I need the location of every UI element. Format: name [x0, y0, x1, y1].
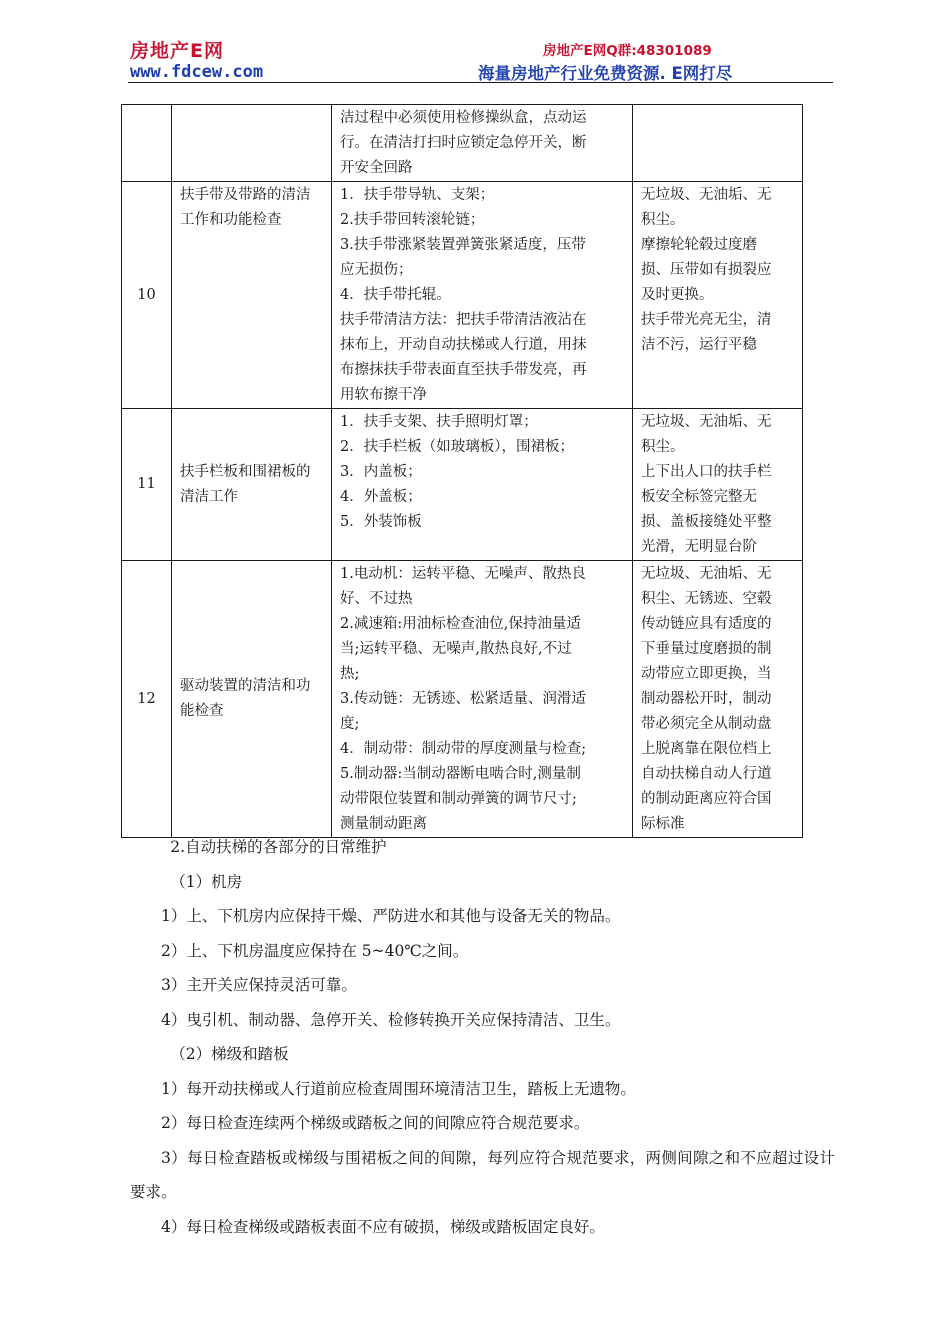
standard-line: 光滑，无明显台阶 — [641, 539, 757, 555]
subsection-title: （2）梯级和踏板 — [170, 1045, 289, 1063]
standard-line: 自动扶梯自动人行道 — [641, 766, 772, 782]
content-line: 2.减速箱:用油标检查油位,保持油量适 — [340, 616, 581, 632]
standard-line: 积尘。 — [641, 212, 685, 228]
content-line: 开安全回路 — [340, 160, 413, 176]
content-line: 3.传动链：无锈迹、松紧适量、润滑适 — [340, 691, 586, 707]
content-line: 4．外盖板； — [340, 489, 422, 505]
standard-line: 损、压带如有损裂应 — [641, 262, 772, 278]
table-row — [122, 182, 803, 409]
page-header — [0, 0, 950, 90]
row-content — [332, 561, 633, 838]
list-item: 2）上、下机房温度应保持在 5~40℃之间。 — [161, 941, 469, 960]
list-item: 3）每日检查踏板或梯级与围裙板之间的间隙，每列应符合规范要求，两侧间隙之和不应超过设计要求。 — [130, 1148, 835, 1201]
standard-line: 积尘、无锈迹、空毂 — [641, 591, 772, 607]
brand-name: 房地产E网 — [130, 40, 224, 62]
row-standard — [633, 561, 803, 838]
row-item: 驱动装置的清洁和功能检查 — [172, 561, 332, 838]
standard-line: 摩擦轮轮毂过度磨 — [641, 237, 757, 253]
standard-line: 上下出人口的扶手栏 — [641, 464, 772, 480]
content-line: 1.电动机：运转平稳、无噪声、散热良 — [340, 566, 586, 582]
standard-line: 带必须完全从制动盘 — [641, 716, 772, 732]
standard-line: 的制动距离应符合国 — [641, 791, 772, 807]
standard-line: 及时更换。 — [641, 287, 714, 303]
standard-line: 际标准 — [641, 816, 685, 832]
standard-line: 上脱离靠在限位档上 — [641, 741, 772, 757]
row-item — [172, 105, 332, 182]
standard-line: 扶手带光亮无尘，清 — [641, 312, 772, 328]
list-item: 1）上、下机房内应保持干燥、严防进水和其他与设备无关的物品。 — [161, 907, 621, 925]
header-rule — [128, 82, 833, 83]
list-item: 4）每日检查梯级或踏板表面不应有破损，梯级或踏板固定良好。 — [161, 1217, 605, 1236]
subsection-title: （1）机房 — [170, 872, 243, 891]
row-number: 10 — [122, 182, 172, 409]
content-line: 用软布擦干净 — [340, 387, 427, 403]
content-line: 动带限位装置和制动弹簧的调节尺寸; — [340, 791, 577, 807]
standard-line: 传动链应具有适度的 — [641, 616, 772, 632]
list-item: 3）主开关应保持灵活可靠。 — [161, 976, 357, 994]
section-title: 2.自动扶梯的各部分的日常维护 — [170, 838, 387, 856]
content-line: 当;运转平稳、无噪声,散热良好,不过 — [340, 641, 572, 657]
row-content — [332, 409, 633, 561]
content-line: 布擦抹扶手带表面直至扶手带发亮，再 — [340, 362, 587, 378]
content-line: 3．内盖板； — [340, 464, 422, 480]
content-line: 4．制动带：制动带的厚度测量与检查; — [340, 741, 587, 757]
content-line: 2.扶手带回转滚轮链； — [340, 212, 485, 228]
content-line: 应无损伤； — [340, 262, 413, 278]
row-item: 扶手栏板和围裙板的清洁工作 — [172, 409, 332, 561]
row-number — [122, 105, 172, 182]
row-content — [332, 182, 633, 409]
list-item: 2）每日检查连续两个梯级或踏板之间的间隙应符合规范要求。 — [161, 1114, 590, 1132]
list-item: 4）曳引机、制动器、急停开关、检修转换开关应保持清洁、卫生。 — [161, 1010, 621, 1029]
content-line: 扶手带清洁方法：把扶手带清洁液沾在 — [340, 312, 587, 328]
standard-line: 积尘。 — [641, 439, 685, 455]
content-line: 5.制动器:当制动器断电啮合时,测量制 — [340, 766, 581, 782]
content-line: 1．扶手支架、扶手照明灯罩； — [340, 414, 538, 430]
body-text — [130, 830, 835, 1244]
standard-line: 板安全标签完整无 — [641, 489, 757, 505]
content-line: 4．扶手带托辊。 — [340, 287, 451, 303]
table-row — [122, 105, 803, 182]
table-row — [122, 561, 803, 838]
content-line: 1．扶手带导轨、支架； — [340, 187, 495, 203]
standard-line: 洁不污，运行平稳 — [641, 337, 757, 353]
slogan: 海量房地产行业免费资源. E网打尽 — [478, 64, 733, 83]
standard-line: 无垃圾、无油垢、无 — [641, 566, 772, 582]
row-item: 扶手带及带路的清洁工作和功能检查 — [172, 182, 332, 409]
standard-line: 制动器松开时，制动 — [641, 691, 772, 707]
maintenance-table — [121, 104, 803, 838]
content-line: 度; — [340, 716, 360, 732]
table-row — [122, 409, 803, 561]
row-standard — [633, 105, 803, 182]
content-line: 测量制动距离 — [340, 816, 427, 832]
standard-line: 动带应立即更换，当 — [641, 666, 772, 682]
site-url[interactable]: www.fdcew.com — [130, 62, 264, 82]
list-item: 1）每开动扶梯或人行道前应检查周围环境清洁卫生，踏板上无遗物。 — [161, 1079, 636, 1098]
content-line: 热; — [340, 666, 360, 682]
content-line: 好、不过热 — [340, 591, 413, 607]
content-line: 5．外装饰板 — [340, 514, 422, 530]
row-standard — [633, 182, 803, 409]
row-content — [332, 105, 633, 182]
row-standard — [633, 409, 803, 561]
content-line: 行。在清洁打扫时应锁定急停开关，断 — [340, 135, 587, 151]
content-line: 3.扶手带涨紧装置弹簧张紧适度，压带 — [340, 237, 586, 253]
qq-group: 房地产E网Q群:48301089 — [543, 43, 712, 59]
content-line: 洁过程中必须使用检修操纵盒，点动运 — [340, 110, 587, 126]
row-number: 11 — [122, 409, 172, 561]
standard-line: 下垂量过度磨损的制 — [641, 641, 772, 657]
standard-line: 无垃圾、无油垢、无 — [641, 414, 772, 430]
standard-line: 损、盖板接缝处平整 — [641, 514, 772, 530]
content-line: 2．扶手栏板（如玻璃板），围裙板； — [340, 439, 574, 455]
row-number: 12 — [122, 561, 172, 838]
standard-line: 无垃圾、无油垢、无 — [641, 187, 772, 203]
content-line: 抹布上，开动自动扶梯或人行道，用抹 — [340, 337, 587, 353]
